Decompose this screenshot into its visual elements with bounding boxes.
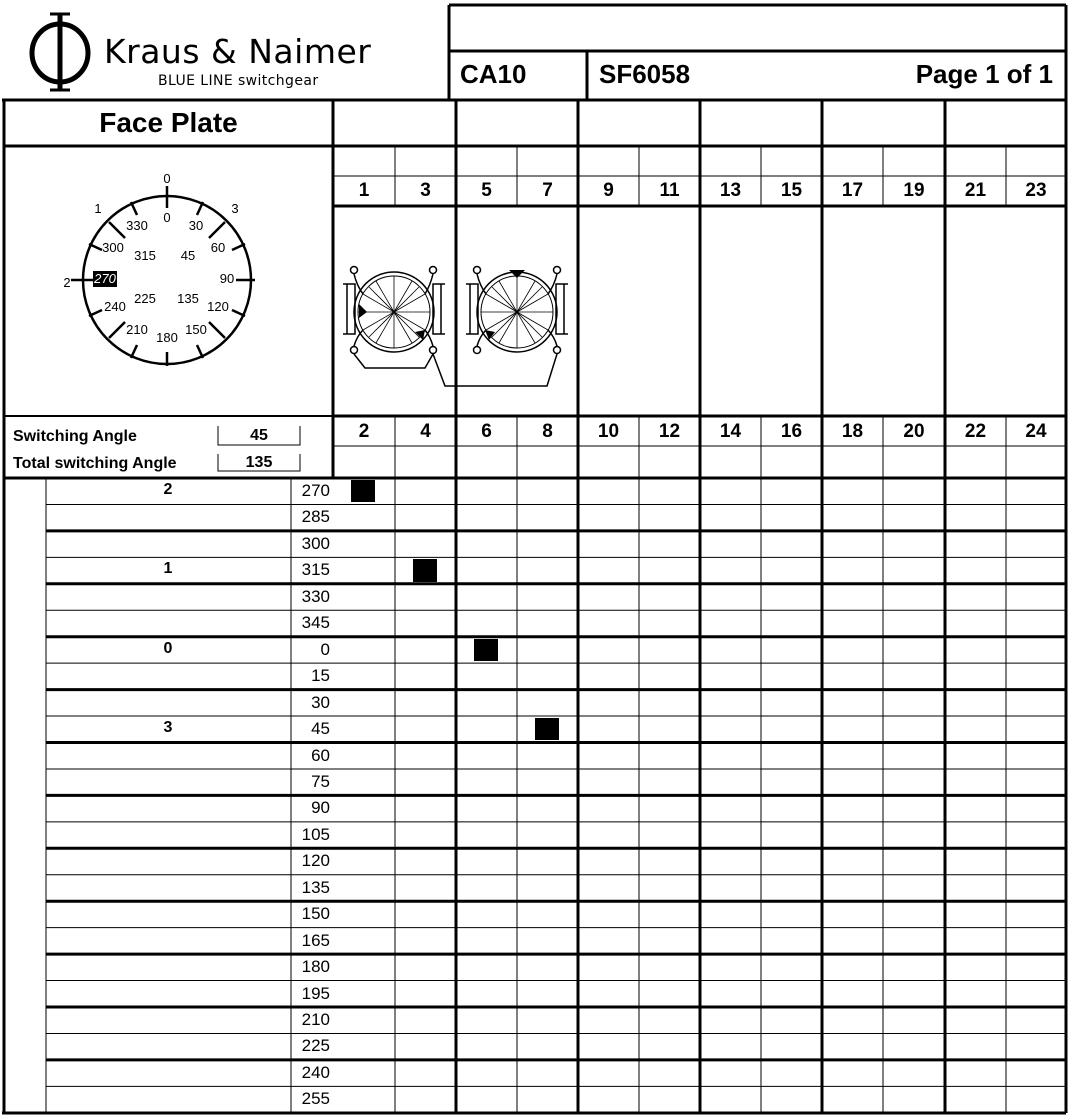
dial-angle-120: 120 <box>207 299 229 314</box>
dial-angle-315: 315 <box>134 248 156 263</box>
total-switching-angle-value: 135 <box>245 454 273 471</box>
table-row <box>46 848 1066 874</box>
table-row <box>46 1007 1066 1033</box>
table-row <box>46 795 1066 821</box>
terminal-22: 22 <box>964 421 987 442</box>
row-angle: 315 <box>301 560 330 580</box>
product-code: SF6058 <box>599 59 691 89</box>
table-row <box>46 1060 1066 1086</box>
row-angle: 285 <box>301 507 330 527</box>
terminal-14: 14 <box>719 421 742 442</box>
table-row <box>46 901 1066 927</box>
dial-angle-135: 135 <box>177 291 199 306</box>
table-row <box>46 504 1066 530</box>
terminal-21: 21 <box>964 180 987 201</box>
table-row <box>46 954 1066 980</box>
logo-phi-icon <box>20 10 100 92</box>
dial-angle-0: 0 <box>163 210 171 225</box>
contact-diagram <box>333 206 593 416</box>
row-position-label: 0 <box>163 639 173 657</box>
row-angle: 330 <box>301 586 330 606</box>
dial-position-0: 0 <box>163 171 171 186</box>
terminal-12: 12 <box>658 421 681 442</box>
dial <box>40 160 300 410</box>
row-position-label: 1 <box>163 560 173 578</box>
terminal-4: 4 <box>420 421 431 442</box>
row-angle: 345 <box>301 613 330 633</box>
row-angle: 45 <box>311 719 330 739</box>
table-row <box>46 981 1066 1007</box>
row-angle: 165 <box>301 930 330 950</box>
dial-position-2: 2 <box>63 275 71 290</box>
table-row <box>46 478 1066 504</box>
dial-position-3: 3 <box>231 201 239 216</box>
terminal-19: 19 <box>903 180 925 201</box>
terminal-18: 18 <box>841 421 864 442</box>
contact-closed-mark <box>474 639 498 661</box>
row-angle: 15 <box>311 666 330 686</box>
table-row <box>46 928 1066 954</box>
dial-angle-45: 45 <box>180 248 196 263</box>
terminal-10: 10 <box>597 421 620 442</box>
page-number: Page 1 of 1 <box>915 59 1053 89</box>
terminal-1: 1 <box>358 180 370 201</box>
row-angle: 240 <box>301 1062 330 1082</box>
dial-angle-90: 90 <box>219 271 235 286</box>
row-angle: 60 <box>311 745 330 765</box>
table-row <box>46 557 1066 583</box>
table-row <box>46 1033 1066 1059</box>
dial-angle-60: 60 <box>210 240 226 255</box>
dial-angle-330: 330 <box>126 218 148 233</box>
row-position-label: 2 <box>163 481 173 498</box>
terminal-11: 11 <box>659 180 680 201</box>
table-row <box>46 531 1066 557</box>
table-row <box>46 822 1066 848</box>
series-code: CA10 <box>460 59 527 89</box>
terminal-15: 15 <box>780 180 803 201</box>
brand-tagline: BLUE LINE switchgear <box>158 73 319 89</box>
terminal-17: 17 <box>841 180 864 201</box>
terminal-20: 20 <box>903 421 925 442</box>
dial-angle-225: 225 <box>134 291 156 306</box>
table-row <box>46 875 1066 901</box>
row-angle: 180 <box>301 957 330 977</box>
row-angle: 300 <box>301 533 330 553</box>
terminal-23: 23 <box>1025 180 1047 201</box>
dial-angle-240: 240 <box>104 299 126 314</box>
row-angle: 90 <box>311 798 330 818</box>
terminal-9: 9 <box>603 180 614 201</box>
contact-closed-mark <box>351 480 375 502</box>
table-row <box>46 610 1066 636</box>
terminal-2: 2 <box>358 421 370 442</box>
terminal-8: 8 <box>542 421 553 442</box>
row-angle: 225 <box>301 1036 330 1056</box>
table-row <box>46 663 1066 689</box>
row-position-label: 3 <box>163 719 173 737</box>
row-angle: 270 <box>301 481 330 500</box>
terminal-5: 5 <box>481 180 492 201</box>
row-angle: 210 <box>301 1010 330 1029</box>
table-row <box>46 1086 1066 1112</box>
contact-diagram-drawing <box>333 206 593 416</box>
row-angle: 0 <box>320 639 330 659</box>
table-row <box>46 637 1066 663</box>
row-angle: 255 <box>301 1089 330 1109</box>
switching-angle-value: 45 <box>250 427 268 444</box>
dial-angle-270: 270 <box>94 271 116 286</box>
terminal-3: 3 <box>420 180 431 201</box>
brand-name: Kraus & Naimer <box>104 32 372 71</box>
row-angle: 75 <box>311 771 330 791</box>
dial-position-1: 1 <box>94 201 102 216</box>
row-angle: 150 <box>301 904 330 924</box>
row-angle: 120 <box>301 851 330 871</box>
terminal-7: 7 <box>542 180 553 201</box>
terminal-16: 16 <box>780 421 803 442</box>
table-row <box>46 716 1066 742</box>
row-angle: 105 <box>301 824 330 844</box>
logo <box>20 10 100 92</box>
terminal-24: 24 <box>1025 421 1047 442</box>
dial-angle-180: 180 <box>156 330 178 345</box>
terminal-13: 13 <box>719 180 742 201</box>
total-switching-angle-label: Total switching Angle <box>13 455 177 472</box>
table-row <box>46 690 1066 716</box>
dial-angle-210: 210 <box>126 322 148 337</box>
face-plate-title: Face Plate <box>99 107 238 138</box>
row-angle: 135 <box>301 877 330 897</box>
dial-angle-300: 300 <box>102 240 124 255</box>
table-row <box>46 769 1066 795</box>
table-row <box>46 743 1066 769</box>
row-angle: 195 <box>301 983 330 1003</box>
table-row <box>46 584 1066 610</box>
terminal-6: 6 <box>481 421 492 442</box>
dial-angle-150: 150 <box>185 322 207 337</box>
dial-angle-30: 30 <box>188 218 204 233</box>
contact-closed-mark <box>413 559 437 581</box>
row-angle: 30 <box>311 692 330 712</box>
switching-angle-label: Switching Angle <box>13 428 137 445</box>
contact-closed-mark <box>535 718 559 740</box>
